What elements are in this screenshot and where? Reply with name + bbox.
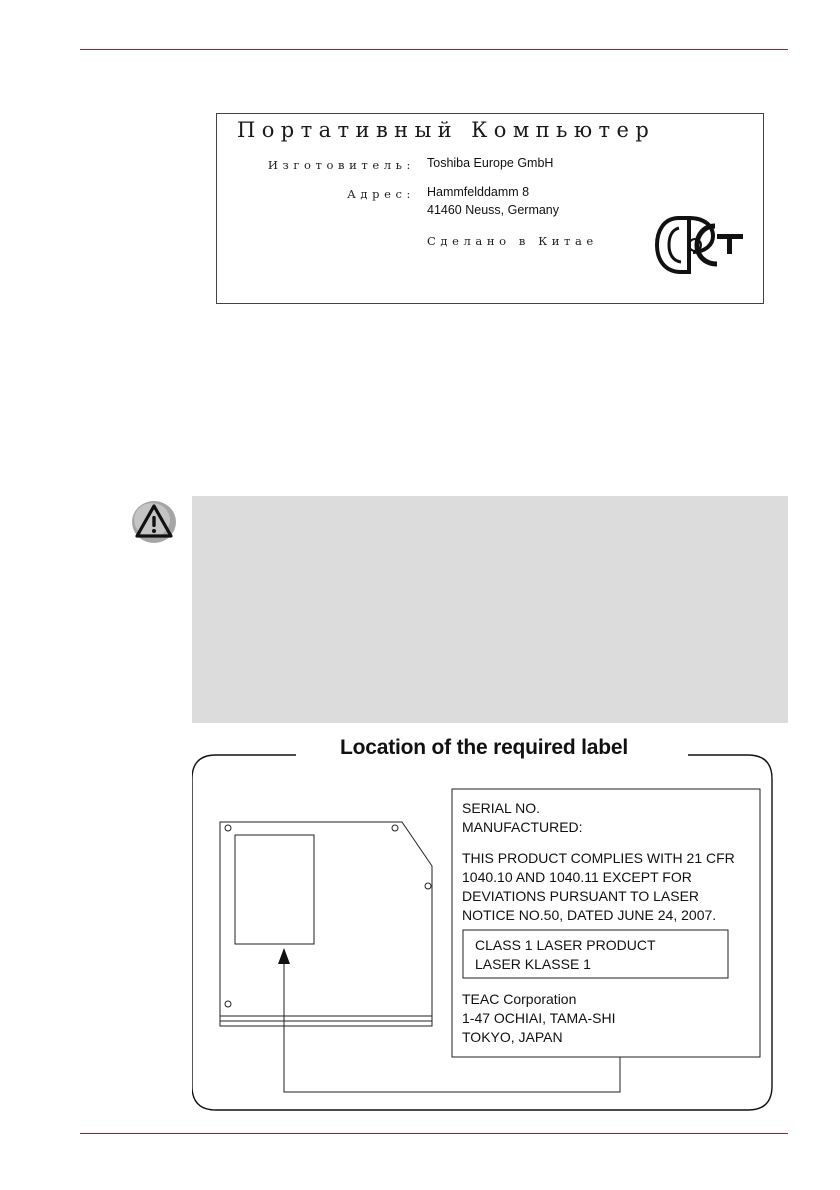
- footer-rule: [80, 1133, 788, 1134]
- manufacturer-address-2: TOKYO, JAPAN: [462, 1029, 563, 1045]
- manufacturer-value: Toshiba Europe GmbH: [427, 156, 554, 170]
- warning-triangle-icon: [131, 500, 181, 544]
- pointer-arrow-icon: [278, 948, 290, 964]
- label-location-figure: [192, 732, 776, 1116]
- figure-title: Location of the required label: [339, 736, 629, 759]
- russian-certification-label: [216, 113, 764, 304]
- manufacturer-address-1: 1-47 OCHIAI, TAMA-SHI: [462, 1010, 616, 1026]
- serial-number-label: SERIAL NO.: [462, 800, 541, 816]
- laser-class-line-1: CLASS 1 LASER PRODUCT: [475, 937, 656, 953]
- manufacturer-company: TEAC Corporation: [462, 991, 577, 1007]
- made-in-china: Сделано в Китае: [427, 234, 598, 248]
- compliance-line-1: THIS PRODUCT COMPLIES WITH 21 CFR: [462, 850, 735, 866]
- warning-panel: [192, 496, 788, 723]
- manufacturer-key: Изготовитель:: [267, 158, 415, 172]
- address-key: Адрес:: [347, 187, 415, 201]
- compliance-line-2: 1040.10 AND 1040.11 EXCEPT FOR: [462, 869, 692, 885]
- address-line-1: Hammfelddamm 8: [427, 185, 530, 199]
- ru-label-title: Портативный Компьютер: [237, 118, 656, 142]
- laser-class-line-2: LASER KLASSE 1: [475, 956, 591, 972]
- compliance-line-4: NOTICE NO.50, DATED JUNE 24, 2007.: [462, 907, 717, 923]
- pct-certification-mark-icon: [655, 214, 747, 276]
- address-line-2: 41460 Neuss, Germany: [427, 203, 560, 217]
- compliance-line-3: DEVIATIONS PURSUANT TO LASER: [462, 888, 700, 904]
- manufactured-label: MANUFACTURED:: [462, 819, 583, 835]
- header-rule: [80, 49, 788, 50]
